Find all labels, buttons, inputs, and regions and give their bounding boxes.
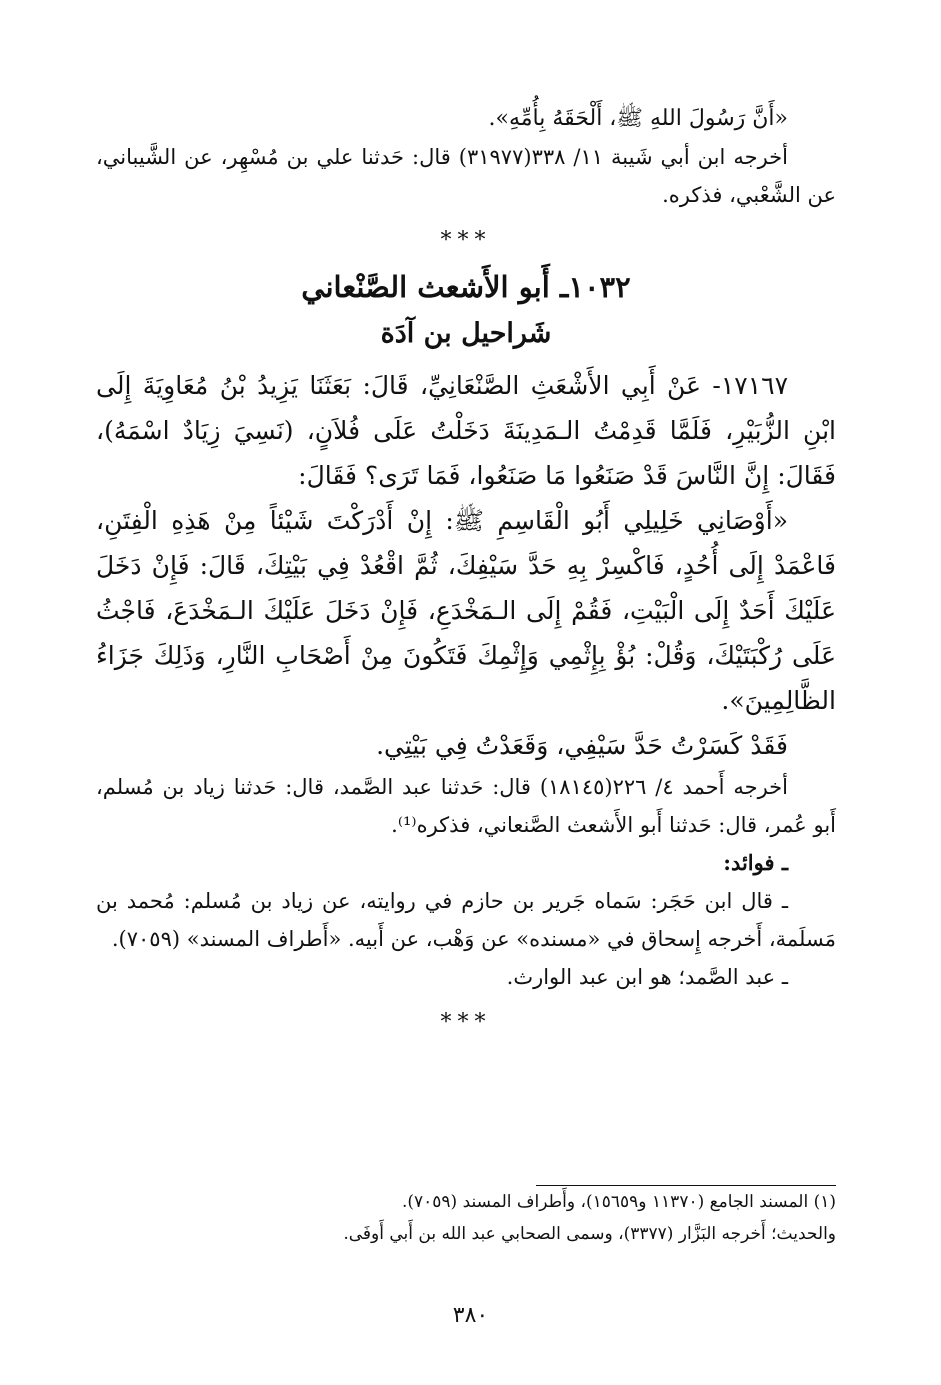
fawaid-item: ـ قال ابن حَجَر: سَماه جَرير بن حازم في روايته، عن زياد بن مُسلم: مُحمد بن مَسلَمة، أَخرجه إِسحاق في «مسنده» عن وَهْب، عن أَبيه. «أَطراف المسند» (٧٠٥٩).	[96, 889, 836, 951]
footnote-1: (١) المسند الجامع (١١٣٧٠ و١٥٦٥٩)، وأَطراف المسند (٧٠٥٩).	[401, 1192, 836, 1212]
previous-takhrij: أخرجه ابن أبي شَيبة ١١/ ٣٣٨(٣١٩٧٧) قال: حَدثنا علي بن مُسْهِر، عن الشَّيباني، عن الشَّعْبي، فذكره.	[96, 145, 836, 207]
takhrij: أخرجه أَحمد ٤/ ٢٢٦(١٨١٤٥) قال: حَدثنا عبد الصَّمد، قال: حَدثنا زياد بن مُسلم، أَبو عُمر، قال: حَدثنا أَبو الأَشعث الصَّنعاني، فذكره⁽¹⁾.	[96, 775, 836, 837]
hadith-quote: «أَوْصَانِي خَلِيلِي أَبُو الْقَاسِمِ ﷺ: إِنْ أَدْرَكْتَ شَيْئاً مِنْ هَذِهِ الْفِتَنِ، فَاعْمَدْ إِلَى أُحُدٍ، فَاكْسِرْ بِهِ حَدَّ سَيْفِكَ، ثُمَّ اقْعُدْ فِي بَيْتِكَ، قَالَ: فَإِنْ دَخَلَ عَلَيْكَ أَحَدٌ إِلَى الْبَيْتِ، فَقُمْ إِلَى الـمَخْدَعِ، فَإِنْ دَخَلَ عَلَيْكَ الـمَخْدَعَ، فَاجْثُ عَلَى رُكْبَتَيْكَ، وَقُلْ: بُؤْ بِإِثْمِي وَإِثْمِكَ فَتَكُونَ مِنْ أَصْحَابِ النَّارِ، وَذَلِكَ جَزَاءُ الظَّالِمِينَ».	[96, 506, 836, 715]
fawaid-heading: ـ فوائد:	[723, 850, 788, 875]
section-separator: ***	[440, 228, 492, 253]
page-body	[96, 100, 836, 1041]
chapter-subtitle: شَراحيل بن آدَة	[380, 318, 552, 349]
hadith-conclusion: فَقَدْ كَسَرْتُ حَدَّ سَيْفِي، وَقَعَدْتُ فِي بَيْتِي.	[376, 731, 788, 760]
section-separator-end: ***	[440, 1010, 492, 1035]
footnotes	[96, 1185, 836, 1250]
fawaid-item: ـ عبد الصَّمد؛ هو ابن عبد الوارث.	[506, 965, 788, 989]
page-number: ٣٨٠	[452, 1303, 489, 1328]
chapter-title: ١٠٣٢ـ أَبو الأَشعث الصَّنْعاني	[301, 270, 631, 304]
previous-hadith-tail: «أَنَّ رَسُولَ اللهِ ﷺ، أَلْحَقَهُ بِأُمِّهِ».	[488, 106, 788, 131]
footnote-2: والحديث؛ أَخرجه البَزَّار (٣٣٧٧)، وسمى الصحابي عبد الله بن أَبي أَوفَى.	[343, 1224, 836, 1244]
hadith-intro: ١٧١٦٧- عَنْ أَبِي الأَشْعَثِ الصَّنْعَانِيِّ، قَالَ: بَعَثَنَا يَزِيدُ بْنُ مُعَاوِيَةَ إِلَى ابْنِ الزُّبَيْرِ، فَلَمَّا قَدِمْتُ الـمَدِينَةَ دَخَلْتُ عَلَى فُلاَنٍ، (نَسِيَ زِيَادٌ اسْمَهُ)، فَقَالَ: إِنَّ النَّاسَ قَدْ صَنَعُوا مَا صَنَعُوا، فَمَا تَرَى؟ فَقَالَ:	[96, 371, 836, 490]
